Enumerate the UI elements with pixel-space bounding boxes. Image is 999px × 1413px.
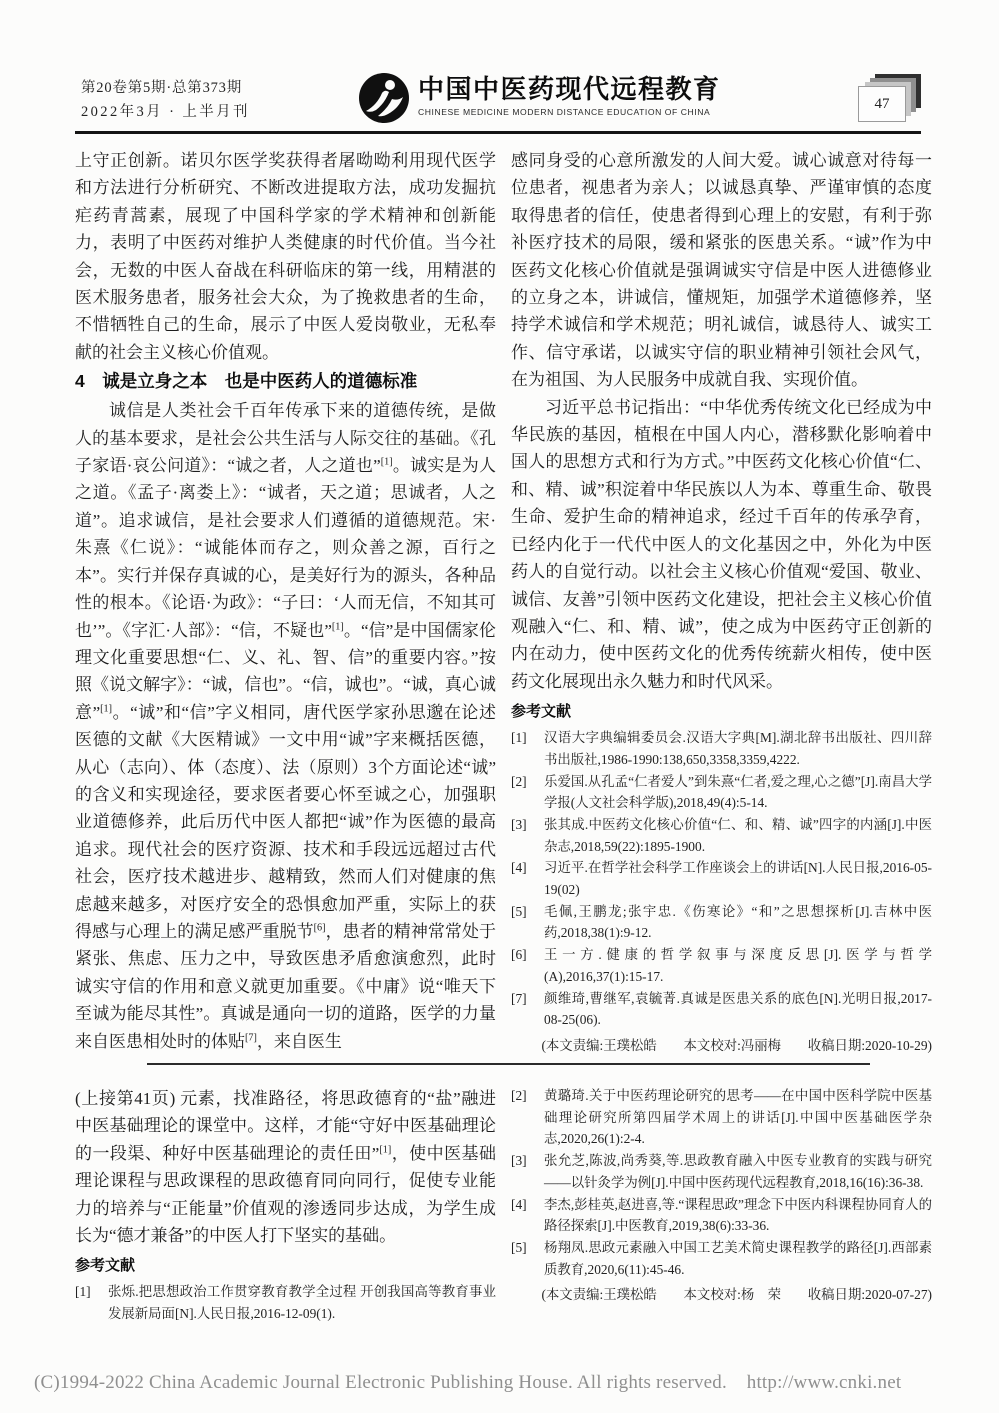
issue-volume-line: 第20卷第5期·总第373期 [81, 80, 243, 96]
reference-text: 李杰,彭桂英,赵进喜,等.“课程思政”理念下中医内科课程协同育人的路径探索[J].中医教育,2019,38(6):33-36. [544, 1196, 932, 1234]
reference-item [511, 814, 932, 857]
reference-item [511, 988, 932, 1031]
reference-number: [3] [511, 816, 527, 832]
issue-info [81, 76, 250, 124]
reference-number: [2] [511, 773, 527, 789]
reference-item [511, 771, 932, 814]
header-rule [75, 131, 921, 134]
journal-masthead [358, 72, 721, 124]
reference-item [511, 1237, 932, 1280]
reference-text: 张允芝,陈波,尚秀葵,等.思政教育融入中医专业教育的实践与研究——以针灸学为例[J].中国中医药现代远程教育,2018,16(16):36-38. [544, 1153, 932, 1190]
citation-superscript: [1] [380, 456, 393, 468]
copyright-footer: (C)1994-2022 China Academic Journal Electronic Publishing House. All rights reserved. http://www.cnki.net [34, 1372, 902, 1393]
reference-text: 汉语大字典编辑委员会.汉语大字典[M].湖北辞书出版社、四川辞书出版社,1986-1990:138,650,3358,3359,4222. [544, 730, 932, 767]
reference-item [511, 901, 932, 944]
journal-subtitle: CHINESE MEDICINE MODERN DISTANCE EDUCATION OF CHINA [418, 107, 711, 117]
reference-item [511, 1194, 932, 1237]
right-column [511, 1085, 932, 1325]
reference-text: 杨翔凤.思政元素融入中国工艺美术简史课程教学的路径[J].西部素质教育,2020,6(11):45-46. [544, 1239, 932, 1277]
reference-item [511, 944, 932, 987]
reference-number: [6] [511, 947, 527, 963]
reference-item [511, 857, 932, 900]
reference-text: 习近平.在哲学社会科学工作座谈会上的讲话[N].人民日报,2016-05-19(02) [544, 860, 932, 898]
article-divider-rule [147, 1063, 870, 1065]
reference-text: 毛佩,王鹏龙;张宇忠.《伤寒论》“和”之思想探析[J].吉林中医药,2018,38(1):9-12. [544, 903, 932, 941]
reference-item [75, 1281, 496, 1324]
journal-title: 中国中医药现代远程教育 [418, 74, 721, 104]
paragraph-continued: (上接第41页) 元素，找准路径，将思政德育的“盐”融进中医基础理论的课堂中。这样，才能“守好中医基础理论的一段渠、种好中医基础理论的责任田”[1]，使中医基础理论课程与思政课程的思政德育同向同行，促使专业能力的培养与“正能量”价值观的渗透同步达成，为学生成长为“德才兼备”的中医人打下坚实的基础。 [75, 1089, 497, 1246]
page-number-badge [857, 74, 921, 126]
citation-superscript: [6] [313, 922, 326, 934]
paragraph: 诚信是人类社会千百年传承下来的道德传统，是做人的基本要求，是社会公共生活与人际交往的基础。《孔子家语·哀公问道》：“诚之者，人之道也”[1]。诚实是为人之道。《孟子·离娄上》：“诚者，天之道；思诚者，人之道”。追求诚信，是社会要求人们遵循的道德规范。宋·朱熹《仁说》：“诚能体而存之，则众善之源，百行之本”。实行并保存真诚的心，是美好行为的源头，各种品性的根本。《论语·为政》：“子曰：‘人而无信，不知其可也’”。《字汇·人部》：“信，不疑也”[1]。“信”是中国儒家伦理文化重要思想“仁、义、礼、智、信”的重要内容。”按照《说文解字》：“诚，信也”。“信，诚也”。“诚，真心诚意”[1]。“诚”和“信”字义相同，唐代医学家孙思邈在论述医德的文献《大医精诚》一文中用“诚”字来概括医德，从心（志向）、体（态度）、法（原则）3个方面论述“诚”的含义和实现途径，要求医者要心怀至诚之心，加强职业道德修养，此后历代中医人都把“诚”作为医德的最高追求。现代社会的医疗资源、技术和手段远远超过古代社会，医疗技术越进步、越精致，然而人们对健康的焦虑越来越多，对医疗安全的恐惧愈加严重，实际上的获得感与心理上的满足感严重脱节[6]，患者的精神常常处于紧张、焦虑、压力之中，导致医患矛盾愈演愈烈，此时诚实守信的作用和意义就更加重要。《中庸》说“唯天下至诚为能尽其性”。真诚是通向一切的道路，医学的力量来自医患相处时的体贴[7]，来自医生 [75, 401, 497, 1051]
page-header [75, 72, 923, 130]
reference-list [75, 1281, 496, 1324]
citation-superscript: [1] [331, 620, 344, 632]
reference-number: [5] [511, 1239, 527, 1255]
citation-superscript: [1] [100, 703, 113, 715]
reference-text: 颜维琦,曹继军,袁毓菁.真诚是医患关系的底色[N].光明日报,2017-08-25(06). [544, 990, 932, 1028]
citation-superscript: [7] [245, 1031, 257, 1043]
paragraph-continued: 上守正创新。诺贝尔医学奖获得者屠呦呦利用现代医学和方法进行分析研究、不断改进提取方法，成功发掘抗疟药青蒿素，展现了中国科学家的学术精神和创新能力，表明了中医药对维护人类健康的时代价值。当今社会，无数的中医人奋战在科研临床的第一线，用精湛的医术服务患者，服务社会大众，为了挽救患者的生命，不惜牺牲自己的生命，展示了中医人爱岗敬业，无私奉献的社会主义核心价值观。 [75, 151, 496, 362]
reference-text: 乐爱国.从孔孟“仁者爱人”到朱熹“仁者,爱之理,心之德”[J].南昌大学学报(人文社会科学版),2018,49(4):5-14. [544, 773, 932, 811]
reference-item [511, 727, 932, 770]
section-heading: 4 诚是立身之本 也是中医药人的道德标准 [75, 371, 418, 392]
continued-article [75, 1085, 932, 1325]
reference-item [511, 1085, 932, 1150]
paragraph: 习近平总书记指出：“中华优秀传统文化已经成为中华民族的基因，植根在中国人内心，潜移默化影响着中国人的思想方式和行为方式。”中医药文化核心价值“仁、和、精、诚”积淀着中华民族以人为本、尊重生命、敬畏生命、爱护生命的精神追求，经过千百年的传承孕育，已经内化于一代代中医人的文化基因之中，外化为中医药人的自觉行动。以社会主义核心价值观“爱国、敬业、诚信、友善”引领中医药文化建设，把社会主义核心价值观融入“仁、和、精、诚”，使之成为中医药守正创新的内在动力，使中医药文化的优秀传统薪火相传，使中医药文化展现出永久魅力和时代风采。 [511, 397, 932, 691]
paragraph-continued: 感同身受的心意所激发的人间大爱。诚心诚意对待每一位患者，视患者为亲人；以诚恳真挚、严谨审慎的态度取得患者的信任，使患者得到心理上的安慰，有利于弥补医疗技术的局限，缓和紧张的医患关系。“诚”作为中医药文化核心价值就是强调诚实守信是中医人进德修业的立身之本，讲诚信，懂规矩，加强学术道德修养，坚持学术诚信和学术规范；明礼诚信，诚恳待人、诚实工作、信守承诺，以诚实守信的职业精神引领社会风气，在为祖国、为人民服务中成就自我、实现价值。 [511, 151, 932, 390]
reference-number: [4] [511, 1196, 527, 1212]
reference-list [511, 727, 932, 1031]
editor-credit-line: (本文责编:王璞松皓 本文校对:杨 荣 收稿日期:2020-07-27) [541, 1287, 932, 1303]
reference-number: [5] [511, 903, 527, 919]
masthead-text [418, 72, 721, 117]
references-heading: 参考文献 [511, 703, 572, 721]
reference-text: 张烁.把思想政治工作贯穿教育教学全过程 开创我国高等教育事业发展新局面[N].人民日报,2016-12-09(1). [108, 1284, 496, 1322]
left-column [75, 147, 496, 1057]
reference-text: 王一方.健康的哲学叙事与深度反思[J].医学与哲学(A),2016,37(1):15-17. [544, 947, 932, 984]
issue-date-line: 2022年3月 · 上半月刊 [81, 104, 250, 120]
journal-logo-icon [358, 72, 410, 124]
reference-number: [1] [75, 1284, 91, 1300]
reference-number: [4] [511, 860, 527, 876]
references-heading: 参考文献 [75, 1257, 136, 1275]
main-article [75, 147, 932, 1057]
reference-number: [2] [511, 1088, 527, 1103]
reference-number: [1] [511, 730, 527, 746]
reference-text: 张其成.中医药文化核心价值“仁、和、精、诚”四字的内涵[J].中医杂志,2018,59(22):1895-1900. [544, 816, 932, 854]
right-column [511, 147, 932, 1057]
reference-item [511, 1150, 932, 1193]
citation-superscript: [1] [379, 1144, 392, 1156]
reference-number: [7] [511, 990, 527, 1006]
reference-text: 黄璐琦.关于中医药理论研究的思考——在中国中医科学院中医基础理论研究所第四届学术周上的讲话[J].中国中医基础医学杂志,2020,26(1):2-4. [544, 1088, 932, 1147]
reference-list [511, 1085, 932, 1280]
page-number: 47 [858, 86, 906, 122]
reference-number: [3] [511, 1153, 527, 1169]
left-column [75, 1085, 496, 1325]
editor-credit-line: (本文责编:王璞松皓 本文校对:冯丽梅 收稿日期:2020-10-29) [541, 1037, 932, 1053]
